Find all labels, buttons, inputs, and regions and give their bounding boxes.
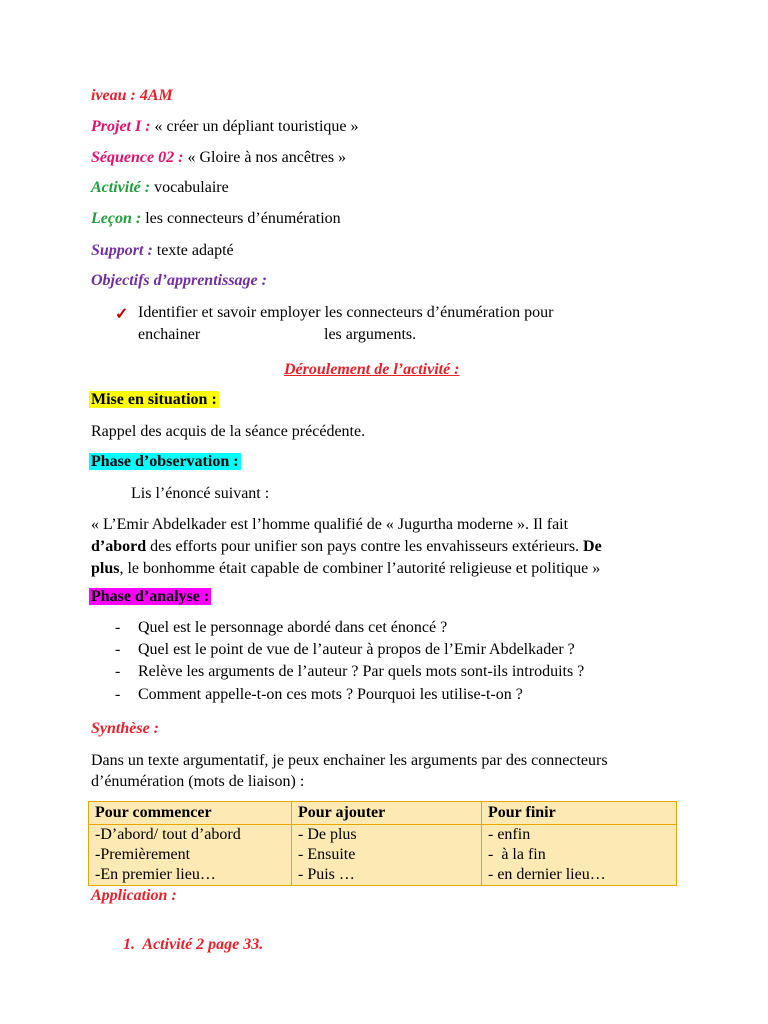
sequence-label: Séquence 02 : <box>91 149 184 166</box>
objectifs-label: Objectifs d’apprentissage : <box>91 272 267 289</box>
analyse-question-text: Comment appelle-t-on ces mots ? Pourquoi les utilise-t-on ? <box>138 686 523 703</box>
synthese-label: Synthèse : <box>91 720 159 737</box>
checkmark-icon: ✓ <box>115 306 129 323</box>
table-header-cell: Pour finir <box>482 802 677 825</box>
lecon-value: les connecteurs d’énumération <box>145 210 341 227</box>
table-cell-ajouter: - De plus - Ensuite - Puis … <box>292 825 482 886</box>
support-line <box>91 242 234 260</box>
application-heading <box>91 887 177 905</box>
objectifs-line <box>91 272 267 290</box>
synthese-line1: Dans un texte argumentatif, je peux enchainer les arguments par des connecteurs <box>91 752 608 769</box>
mise-en-situation-text: Rappel des acquis de la séance précédente. <box>91 423 366 440</box>
observation-intro: Lis l’énoncé suivant : <box>131 485 270 502</box>
objective-line2b: les arguments. <box>324 326 417 343</box>
mise-en-situation-label: Mise en situation : <box>91 391 217 408</box>
niveau-label: iveau : 4AM <box>91 87 173 104</box>
connectors-table <box>88 801 677 886</box>
analyse-question <box>115 686 120 704</box>
quote-bold-plus: plus <box>91 560 120 577</box>
application-item: 1. Activité 2 page 33. <box>123 936 264 953</box>
activite-value: vocabulaire <box>154 179 229 196</box>
support-value: texte adapté <box>156 242 234 259</box>
lecon-label: Leçon : <box>91 210 142 227</box>
deroulement-title: Déroulement de l’activité : <box>284 361 460 378</box>
analyse-question <box>115 619 120 637</box>
analyse-heading <box>89 588 211 606</box>
objective-check <box>115 304 128 324</box>
observation-label: Phase d’observation : <box>91 453 239 470</box>
activite-label: Activité : <box>91 179 151 196</box>
activite-line <box>91 179 229 197</box>
projet-value: « créer un dépliant touristique » <box>154 118 359 135</box>
quote-bold-dabord: d’abord <box>91 538 147 555</box>
analyse-question-text: Quel est le personnage abordé dans cet énoncé ? <box>138 619 448 636</box>
table-cell-finir: - enfin - à la fin - en dernier lieu… <box>482 825 677 886</box>
table-cell-commencer: -D’abord/ tout d’abord -Premièrement -En premier lieu… <box>89 825 292 886</box>
analyse-question <box>115 663 120 681</box>
table-header-row <box>89 802 677 825</box>
dash-icon: - <box>115 686 121 703</box>
dash-icon: - <box>115 619 121 636</box>
observation-quote: « L’Emir Abdelkader est l’homme qualifié de « Jugurtha moderne ». Il fait d’abord des efforts pour unifier son pays contre les envahisseurs extérieurs. De plus, le bonhomme était capable de combiner l’autorité religieuse et politique » <box>91 516 602 577</box>
objective-line2a: enchainer <box>138 326 201 343</box>
analyse-question-text: Relève les arguments de l’auteur ? Par quels mots sont-ils introduits ? <box>138 663 585 680</box>
quote-bold-de: De <box>583 538 602 555</box>
sequence-value: « Gloire à nos ancêtres » <box>187 149 347 166</box>
table-header-cell: Pour commencer <box>89 802 292 825</box>
mise-en-situation-heading <box>89 391 219 409</box>
sequence-line <box>91 149 346 167</box>
projet-label: Projet I : <box>91 118 151 135</box>
dash-icon: - <box>115 641 121 658</box>
synthese-line2: d’énumération (mots de liaison) : <box>91 773 305 790</box>
analyse-question-text: Quel est le point de vue de l’auteur à propos de l’Emir Abdelkader ? <box>138 641 575 658</box>
support-label: Support : <box>91 242 153 259</box>
projet-line <box>91 118 358 136</box>
analyse-question <box>115 641 120 659</box>
synthese-heading <box>91 720 159 738</box>
application-label: Application : <box>91 887 177 904</box>
objective-line1: Identifier et savoir employer les connecteurs d’énumération pour <box>138 304 554 321</box>
analyse-label: Phase d’analyse : <box>91 588 210 605</box>
niveau-line <box>91 87 173 105</box>
dash-icon: - <box>115 663 121 680</box>
table-row <box>89 825 677 886</box>
table-header-cell: Pour ajouter <box>292 802 482 825</box>
lecon-line <box>91 210 341 228</box>
observation-heading <box>89 453 241 471</box>
